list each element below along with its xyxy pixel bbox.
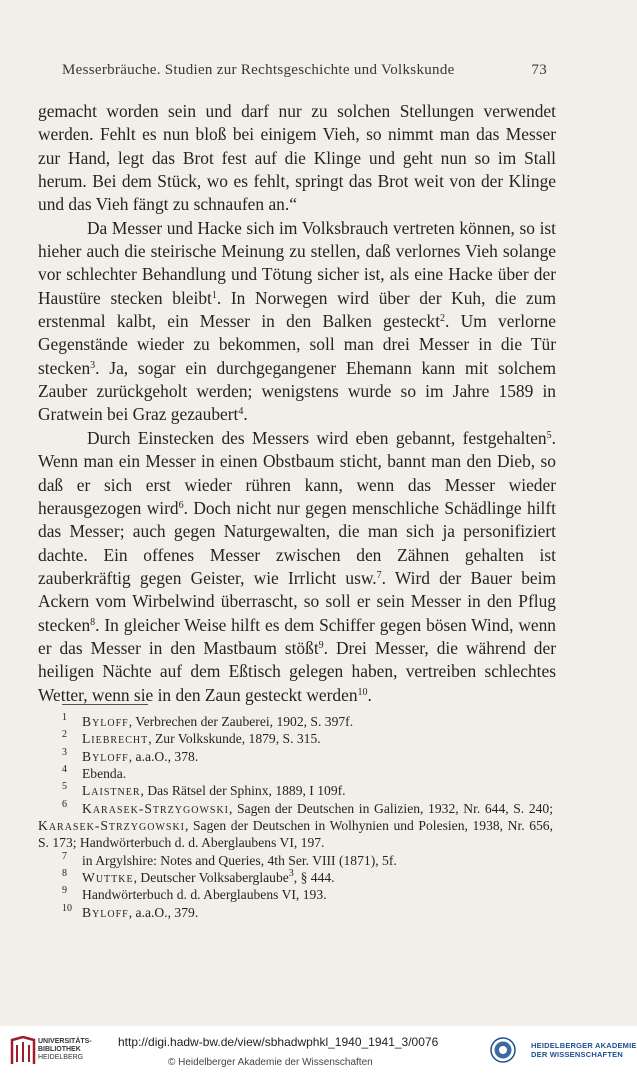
text-run: . [243,404,248,425]
footnote-text: , § 444. [293,870,335,886]
text-run: . Ja, sogar ein durchgegangener Ehemann kann mit solchem Zauber zurückgeholt werden; wenigstens wurde so im Jahre 1589 in Gratwein bei Graz gezaubert [38,357,556,425]
university-library-name [38,1038,92,1062]
logo-line: BIBLIOTHEK [38,1046,81,1053]
footnote-text: , Verbrechen der Zauberei, 1902, S. 397f. [128,714,354,729]
footnote-text: , Das Rätsel der Sphinx, 1889, I 109f. [140,783,346,799]
text-run: Durch Einstecken des Messers wird eben gebannt, festgehalten [87,427,547,448]
footnote-2 [38,730,553,747]
logo-line: DER WISSENSCHAFTEN [531,1050,623,1059]
footnote-text: in Argylshire: Notes and Queries, 4th Ser. VIII (1871), 5f. [82,852,397,868]
footnote-8 [38,869,553,886]
footnote-mark: 8 [62,868,67,880]
paragraph-1-text: gemacht worden sein und darf nur zu solchen Stellungen verwendet werden. Fehlt es nun bloß bei einigem Vieh, so nimmt man das Messer zur Hand, legt das Brot fest auf die Klinge und geht nun so im Stall herum. Bei dem Stück, wo es fehlt, springt das Brot weit von der Klinge und das Vieh fängt zu schnaufen an.“ [38,101,556,215]
footnote-ref-9[interactable]: 9 [318,639,324,651]
footnote-mark: 9 [62,885,67,897]
footnote-author: Byloff [82,904,129,920]
footnote-text: , a.a.O., 379. [128,904,199,920]
footnote-author: Liebrecht [82,731,149,747]
text-run: . In Norwegen wird über der Kuh, die zum erstenmal kalbt, ein Messer in den Balken gesteckt [38,287,556,332]
footnote-9 [38,886,553,903]
running-header [62,62,547,79]
footnote-1 [38,713,553,730]
text-run: . Wenn man ein Messer in einen Obstbaum sticht, bannt man den Dieb, so daß er sich erst wieder rühren kann, wenn das Messer wieder herausgezogen wird [38,427,556,518]
logo-line: HEIDELBERGER AKADEMIE [531,1041,637,1050]
footnote-author: Karasek-Strzygowski [82,800,230,816]
footnote-author: Laistner [82,783,141,799]
footnote-ref-1[interactable]: 1 [211,289,217,301]
running-title: Messerbräuche. Studien zur Rechtsgeschichte und Volkskunde [62,62,455,78]
footnote-text: , a.a.O., 378. [128,748,199,764]
academy-seal-icon[interactable] [490,1037,516,1063]
footnote-text: Handwörterbuch d. d. Aberglaubens VI, 193. [82,887,327,903]
digital-library-footer [0,1026,637,1075]
footnote-ref-5[interactable]: 5 [546,429,552,441]
paragraph-2 [38,217,556,427]
footnote-ref-10[interactable]: 10 [357,686,368,698]
footnote-3 [38,748,553,765]
footnote-author: Wuttke [82,870,134,886]
footnote-mark: 10 [62,902,72,914]
footnote-text: , Zur Volkskunde, 1879, S. 315. [148,731,321,747]
logo-line: UNIVERSITÄTS- [38,1038,92,1045]
footnote-text: , Sagen der Deutschen in Wolhynien und Polesien, 1938, Nr. 656, S. 173; Handwörterbuch d. d. Aberglaubens VI, 197. [38,818,553,851]
footnote-mark: 3 [62,746,67,758]
copyright-notice: © Heidelberger Akademie der Wissenschaften [168,1057,373,1068]
footnote-mark: 2 [62,729,67,741]
text-run: . Um verlorne Gegenstände wieder zu bekommen, soll man drei Messer in die Tür stecken [38,311,556,378]
footnote-10 [38,904,553,921]
footnote-4 [38,765,553,782]
footnote-ref-7[interactable]: 7 [376,569,382,581]
text-run: Da Messer und Hacke sich im Volksbrauch vertreten können, so ist hieher auch die steirische Meinung zu stellen, daß verlornes Vieh solange vor schlechter Behandlung und Tötung sicher ist, als eine Hacke über der Haustüre stecken bleibt [38,217,556,308]
text-run: . Drei Messer, die während der heiligen Nächte auf dem Eßtisch gelegen haben, vertreiben schlechtes Wetter, wenn sie in den Zaun gesteckt werden [38,637,556,705]
footnote-7 [38,852,553,869]
footnote-text: , Sagen der Deutschen in Galizien, 1932, Nr. 644, S. 240; [229,800,553,816]
footnote-6 [38,800,553,852]
footnote-mark: 6 [62,798,67,810]
footnote-author: Karasek-Strzygowski [38,818,186,834]
footnote-ref-4[interactable]: 4 [238,406,244,418]
footnote-author: Byloff [82,748,129,764]
permalink-url[interactable]: http://digi.hadw-bw.de/view/sbhadwphkl_1940_1941_3/0076 [118,1035,439,1049]
text-run: . In gleicher Weise hilft es dem Schiffer gegen bösen Wind, wenn er das Messer in den Mastbaum stößt [38,614,556,658]
edition-superscript: 3 [288,868,294,880]
footnote-ref-2[interactable]: 2 [440,313,446,325]
text-run: . [367,684,372,705]
university-library-logo-icon[interactable] [10,1036,36,1066]
footnote-ref-3[interactable]: 3 [90,359,96,371]
footnote-ref-6[interactable]: 6 [178,499,184,511]
logo-line: HEIDELBERG [38,1054,84,1061]
footnote-text: Ebenda. [82,766,127,782]
paragraph-3 [38,427,556,707]
footnote-5 [38,782,553,799]
footnote-mark: 4 [62,764,67,776]
footnote-text: , Deutscher Volksaberglaube [133,870,289,886]
page-number: 73 [531,62,547,78]
footnote-mark: 7 [62,850,67,862]
footnote-mark: 1 [62,712,67,723]
footnote-divider [62,704,148,705]
text-run: . Doch nicht nur gegen menschliche Schädlinge hilft das Messer; auch gegen Naturgewalten, die man sich ja personifiziert dachte. Ein offenes Messer zwischen den Zähnen gehalten ist zauberkräftig gegen Geister, wie Irrlicht usw. [38,497,556,588]
footnote-mark: 5 [62,781,67,793]
paragraph-1 [38,100,556,217]
academy-name [531,1041,637,1059]
text-run: . Wird der Bauer beim Ackern vom Wirbelwind überrascht, so soll er sein Messer in den Pflug stecken [38,567,556,635]
footnotes [38,713,553,921]
footnote-ref-8[interactable]: 8 [90,616,96,628]
footnote-author: Byloff [82,714,129,729]
main-text [38,100,556,707]
